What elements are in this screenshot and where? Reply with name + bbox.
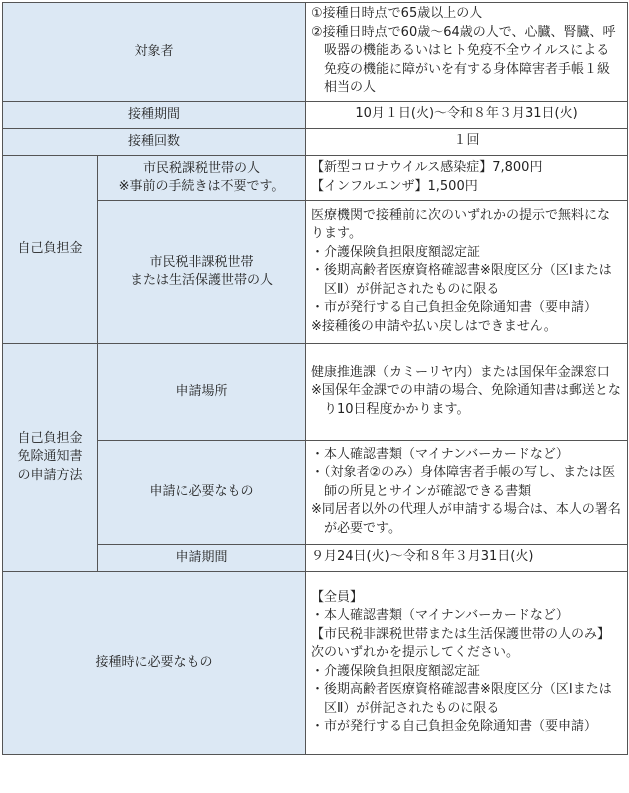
bring-line-6: ・後期高齢者医療資格確認書※限度区分（区Ⅰまたは区Ⅱ）が併記されたものに限る: [311, 682, 612, 716]
row-target: [3, 3, 628, 102]
row-period: [3, 102, 628, 129]
copay-exempt-line-2: ・介護保険負担限度額認定証: [311, 244, 481, 260]
copay-taxed-label: [98, 156, 306, 201]
target-value: [306, 3, 628, 102]
application-place-line-2: ※国保年金課での申請の場合、免除通知書は郵送となり10日程度かかります。: [311, 383, 621, 417]
application-required-line-1: ・本人確認書類（マイナンバーカードなど）: [311, 446, 569, 462]
copay-covid-price: 【新型コロナウイルス感染症】7,800円: [311, 160, 543, 175]
copay-exempt-value: [306, 201, 628, 344]
copay-label: 自己負担金: [3, 156, 98, 344]
bring-line-3: 【市民税非課税世帯または生活保護世帯の人のみ】: [311, 626, 611, 642]
application-required-value: [306, 441, 628, 545]
bring-line-5: ・介護保険負担限度額認定証: [311, 663, 481, 679]
row-count: [3, 129, 628, 156]
copay-exempt-line-1: 医療機関で接種前に次のいずれかの提示で無料になります。: [311, 207, 611, 242]
copay-exempt-line-3: ・後期高齢者医療資格確認書※限度区分（区Ⅰまたは区Ⅱ）が併記されたものに限る: [311, 263, 612, 297]
copay-exempt-line-4: ・市が発行する自己負担金免除通知書（要申請）: [311, 300, 598, 316]
bring-line-1: 【全員】: [311, 589, 364, 605]
application-label: [3, 344, 98, 572]
copay-exempt-label-line-1: 市民税非課税世帯: [149, 254, 254, 270]
application-required-line-2: ・（対象者②のみ）身体障害者手帳の写し、または医師の所見とサインが確認できる書類: [311, 465, 616, 499]
count-label: 接種回数: [3, 129, 306, 156]
copay-taxed-label-line-1: 市民税課税世帯の人: [143, 160, 261, 176]
vaccination-info-table: [2, 2, 628, 755]
application-period-value: ９月24日(火)～令和８年３月31日(火): [306, 545, 628, 572]
copay-taxed-value: [306, 156, 628, 201]
copay-exempt-label: [98, 201, 306, 344]
application-required-line-3: ※同居者以外の代理人が申請する場合は、本人の署名が必要です。: [311, 502, 621, 536]
application-required-label: 申請に必要なもの: [98, 441, 306, 545]
copay-taxed-label-line-2: ※事前の手続きは不要です。: [118, 179, 285, 194]
target-item-1: ①接種日時点で65歳以上の人: [311, 6, 483, 22]
application-period-label: 申請期間: [98, 545, 306, 572]
target-label: 対象者: [3, 3, 306, 102]
target-item-2: ②接種日時点で60歳～64歳の人で、心臓、腎臓、呼吸器の機能あるいはヒト免疫不全ウイルスによる免疫の機能に障がいを有する身体障害者手帳１級相当の人: [311, 24, 616, 96]
row-application-place: [3, 344, 628, 441]
count-value: １回: [306, 129, 628, 156]
period-label: 接種期間: [3, 102, 306, 129]
copay-flu-price: 【インフルエンザ】1,500円: [311, 178, 478, 194]
bring-label: 接種時に必要なもの: [3, 572, 306, 755]
row-copay-taxed: [3, 156, 628, 201]
application-place-value: [306, 344, 628, 441]
application-label-line-1: 自己負担金: [17, 430, 83, 446]
application-place-label: 申請場所: [98, 344, 306, 441]
bring-line-2: ・本人確認書類（マイナンバーカードなど）: [311, 608, 569, 623]
bring-line-7: ・市が発行する自己負担金免除通知書（要申請）: [311, 719, 598, 734]
row-bring: [3, 572, 628, 755]
bring-value: [306, 572, 628, 755]
copay-exempt-label-line-2: または生活保護世帯の人: [130, 273, 274, 288]
bring-line-4: 次のいずれかを提示してください。: [311, 645, 520, 660]
copay-exempt-line-5: ※接種後の申請や払い戻しはできません。: [311, 318, 557, 334]
application-place-line-1: 健康推進課（カミーリヤ内）または国保年金課窓口: [311, 364, 610, 380]
application-label-line-3: の申請方法: [17, 467, 83, 483]
application-label-line-2: 免除通知書: [17, 449, 83, 465]
period-value: 10月１日(火)～令和８年３月31日(火): [306, 102, 628, 129]
